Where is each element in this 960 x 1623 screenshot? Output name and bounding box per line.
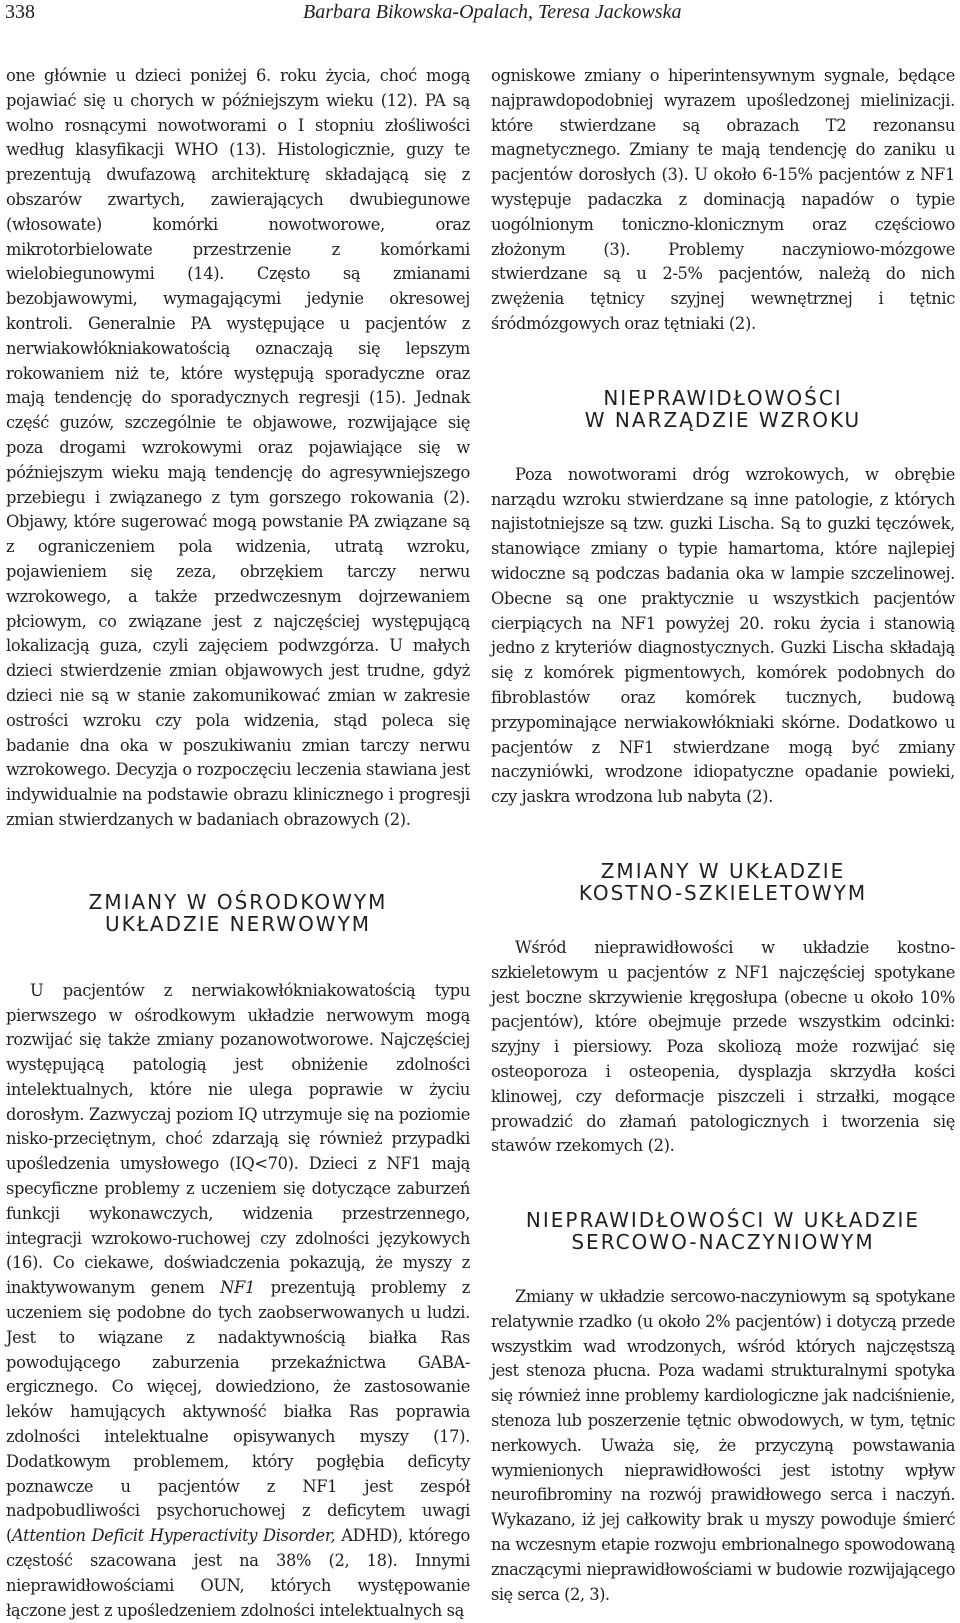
section-heading-cardio-line2: SERCOWO-NACZYNIOWYM <box>571 1230 875 1255</box>
paragraph-cns-continuation: ogniskowe zmiany o hiperintensywnym sygnale, będące najprawdopodobniej wyrazem upośledzonej mielinizacji. które stwierdzane są obrazach T2 rezonansu magnetycznego. Zmiany te mają tendencję do zaniku u pacjentów dorosłych (3). U około 6-15% pacjentów z NF1 występuje padaczka z dominacją napadów o typie uogólnionym toniczno-klonicznym oraz częściowo złożonym (3). Problemy naczyniowo-mózgowe stwierdzane są u 2-5% pacjentów, należą do nich zwężenia tętnicy szyjnej wewnętrznej i tętnic śródmózgowych oraz tętniaki (2). <box>491 66 955 333</box>
section-heading-cns <box>6 891 470 935</box>
gene-name-nf1: NF1 <box>220 1278 255 1298</box>
section-heading-cardio-line1: NIEPRAWIDŁOWOŚCI W UKŁADZIE <box>525 1208 921 1233</box>
section-heading-cns-line1: ZMIANY W OŚRODKOWYM <box>88 889 388 914</box>
section-heading-bone-line2: KOSTNO-SZKIELETOWYM <box>578 880 868 905</box>
section-heading-eye-line2: W NARZĄDZIE WZROKU <box>584 407 862 432</box>
paragraph-cns <box>6 979 470 1623</box>
paragraph-cns-text-2: prezentują problemy z uczeniem się podobne do tych zaobserwowanych u ludzi. Jest to wiązane z nadaktywnością białka Ras powodującego zaburzenia przekaźnictwa GABA-ergicznego. Co więcej, dowiedziono, że zastosowanie leków hamujących aktywność białka Ras poprawia zdolności intelektualne opisywanych myszy (17). Dodatkowym problemem, który pogłębia deficyty poznawcze u pacjentów z NF1 jest zespół nadpobudliwości psychoruchowej z deficytem uwagi ( <box>6 1278 470 1546</box>
section-heading-bone <box>491 860 955 904</box>
page-number: 338 <box>5 1 35 23</box>
paragraph-bone: Wśród nieprawidłowości w układzie kostno-szkieletowym u pacjentów z NF1 najczęściej spotykane jest boczne skrzywienie kręgosłupa (obecne u około 10% pacjentów), które obejmuje przede wszystkim odcinki: szyjny i piersiowy. Poza skoliozą może rozwijać się osteoporoza i osteopenia, dysplazja skrzydła kości klinowej, czy deformacje piszczeli i strzałki, mogące prowadzić do złamań patologicznych i tworzenia się stawów rzekomych (2). <box>491 937 955 1156</box>
paragraph-cardio: Zmiany w układzie sercowo-naczyniowym są spotykane relatywnie rzadko (u około 2% pacjentów) i dotyczą przede wszystkim wad wrodzonych, wśród których najczęstszą jest stenoza płucna. Poza wadami strukturalnymi spotyka się również inne problemy kardiologiczne jak nadciśnienie, stenoza lub poszerzenie tętnic obwodowych, w tym, tętnic nerkowych. Uważa się, że przyczyną powstawania wymienionych nieprawidłowości jest istotny wpływ neurofibrominy na rozwój prawidłowego serca i naczyń. Wykazano, iż jej całkowity brak u myszy powoduje śmierć na wczesnym etapie rozwoju embrionalnego spowodowaną znaczącymi nieprawidłowościami w budowie rozwijającego się serca (2, 3). <box>491 1287 955 1604</box>
section-heading-eye-line1: NIEPRAWIDŁOWOŚCI <box>603 385 843 410</box>
paragraph-pilocytic-astrocytoma: one głównie u dzieci poniżej 6. roku życia, choć mogą pojawiać się u chorych w późniejszym wieku (12). PA są wolno rosnącymi nowotworami o I stopniu złośliwości według klasyfikacji WHO (13). Histologicznie, guzy te prezentują dwufazową architekturę składającą się z obszarów zwartych, zawierających dwubiegunowe (włosowate) komórki nowotworowe, oraz mikrotorbielowate przestrzenie z komórkami wielobiegunowymi (14). Często są zmianami bezobjawowymi, wymagającymi jedynie okresowej kontroli. Generalnie PA występujące u pacjentów z nerwiakowłókniakowatością oznaczają się lepszym rokowaniem niż te, które występują sporadyczne oraz mają tendencję do sporadycznych regresji (15). Jednak część guzów, szczególnie te objawowe, rozwijające się poza drogami wzrokowymi oraz pojawiające się w późniejszym wieku mają tendencję do agresywniejszego przebiegu i związanego z tym gorszego rokowania (2). Objawy, które sugerować mogą powstanie PA związane są z ograniczeniem pola widzenia, utratą wzroku, pojawieniem się zeza, obrzękiem tarczy nerwu wzrokowego, a także przedwczesnym dojrzewaniem płciowym, co związane jest z najczęściej występującą lokalizacją guza, czyli zajęciem podwzgórza. U małych dzieci stwierdzenie zmian objawowych jest trudne, gdyż dzieci nie są w stanie zakomunikować zmian w zakresie ostrości wzroku czy pola widzenia, stąd poleca się badanie dna oka w poszukiwaniu zmian tarczy nerwu wzrokowego. Decyzja o rozpoczęciu leczenia stawiana jest indywidualnie na podstawie obrazu klinicznego i progresji zmian stwierdzanych w badaniach obrazowych (2). <box>6 66 470 829</box>
paragraph-cns-text-1: U pacjentów z nerwiakowłókniakowatością typu pierwszego w ośrodkowym układzie nerwowym mogą rozwijać się także zmiany pozanowotworowe. Najczęściej występującą patologią jest obniżenie zdolności intelektualnych, które nie ulega poprawie w życiu dorosłym. Zazwyczaj poziom IQ utrzymuje się na poziomie nisko-przeciętnym, choć zdarzają się również przypadki upośledzenia umysłowego (IQ<70). Dzieci z NF1 mają specyficzne problemy z uczeniem się dotyczące zaburzeń funkcji wykonawczych, widzenia przestrzennego, integracji wzrokowo-ruchowej czy zdolności językowych (16). Co ciekawe, doświadczenia pokazują, że myszy z inaktywowanym genem <box>6 980 470 1298</box>
section-heading-bone-line1: ZMIANY W UKŁADZIE <box>600 858 846 883</box>
running-header-authors: Barbara Bikowska-Opalach, Teresa Jackowska <box>303 1 682 23</box>
section-heading-cns-line2: UKŁADZIE NERWOWYM <box>104 911 372 936</box>
section-heading-cardio <box>491 1209 955 1253</box>
paragraph-cns-text-3: ADHD), którego częstość szacowana jest na 38% (2, 18). Innymi nieprawidłowościami OUN, których występowanie łączone jest z upośledzeniem zdolności intelektualnych są <box>6 1526 471 1620</box>
right-column <box>491 64 955 1607</box>
left-column <box>6 64 470 1623</box>
adhd-term: Attention Deficit Hyperactivity Disorder, <box>12 1526 336 1546</box>
section-heading-eye <box>491 387 955 431</box>
paragraph-eye: Poza nowotworami dróg wzrokowych, w obrębie narządu wzroku stwierdzane są inne patologie, z których najistotniejsze są tzw. guzki Lischa. Są to guzki tęczówek, stanowiące zmiany o typie hamartoma, które najlepiej widoczne są podczas badania oka w lampie szczelinowej. Obecne są one praktycznie u wszystkich pacjentów cierpiących na NF1 powyżej 20. roku życia i stanowią jedno z kryteriów diagnostycznych. Guzki Lischa składają się z komórek pigmentowych, komórek podobnych do fibroblastów oraz komórek tucznych, budową przypominające nerwiakowłókniaki skórne. Dodatkowo u pacjentów z NF1 stwierdzane mogą być zmiany naczyniówki, wrodzone idiopatyczne opadanie powieki, czy jaskra wrodzona lub nabyta (2). <box>491 464 955 807</box>
running-header <box>0 0 960 30</box>
